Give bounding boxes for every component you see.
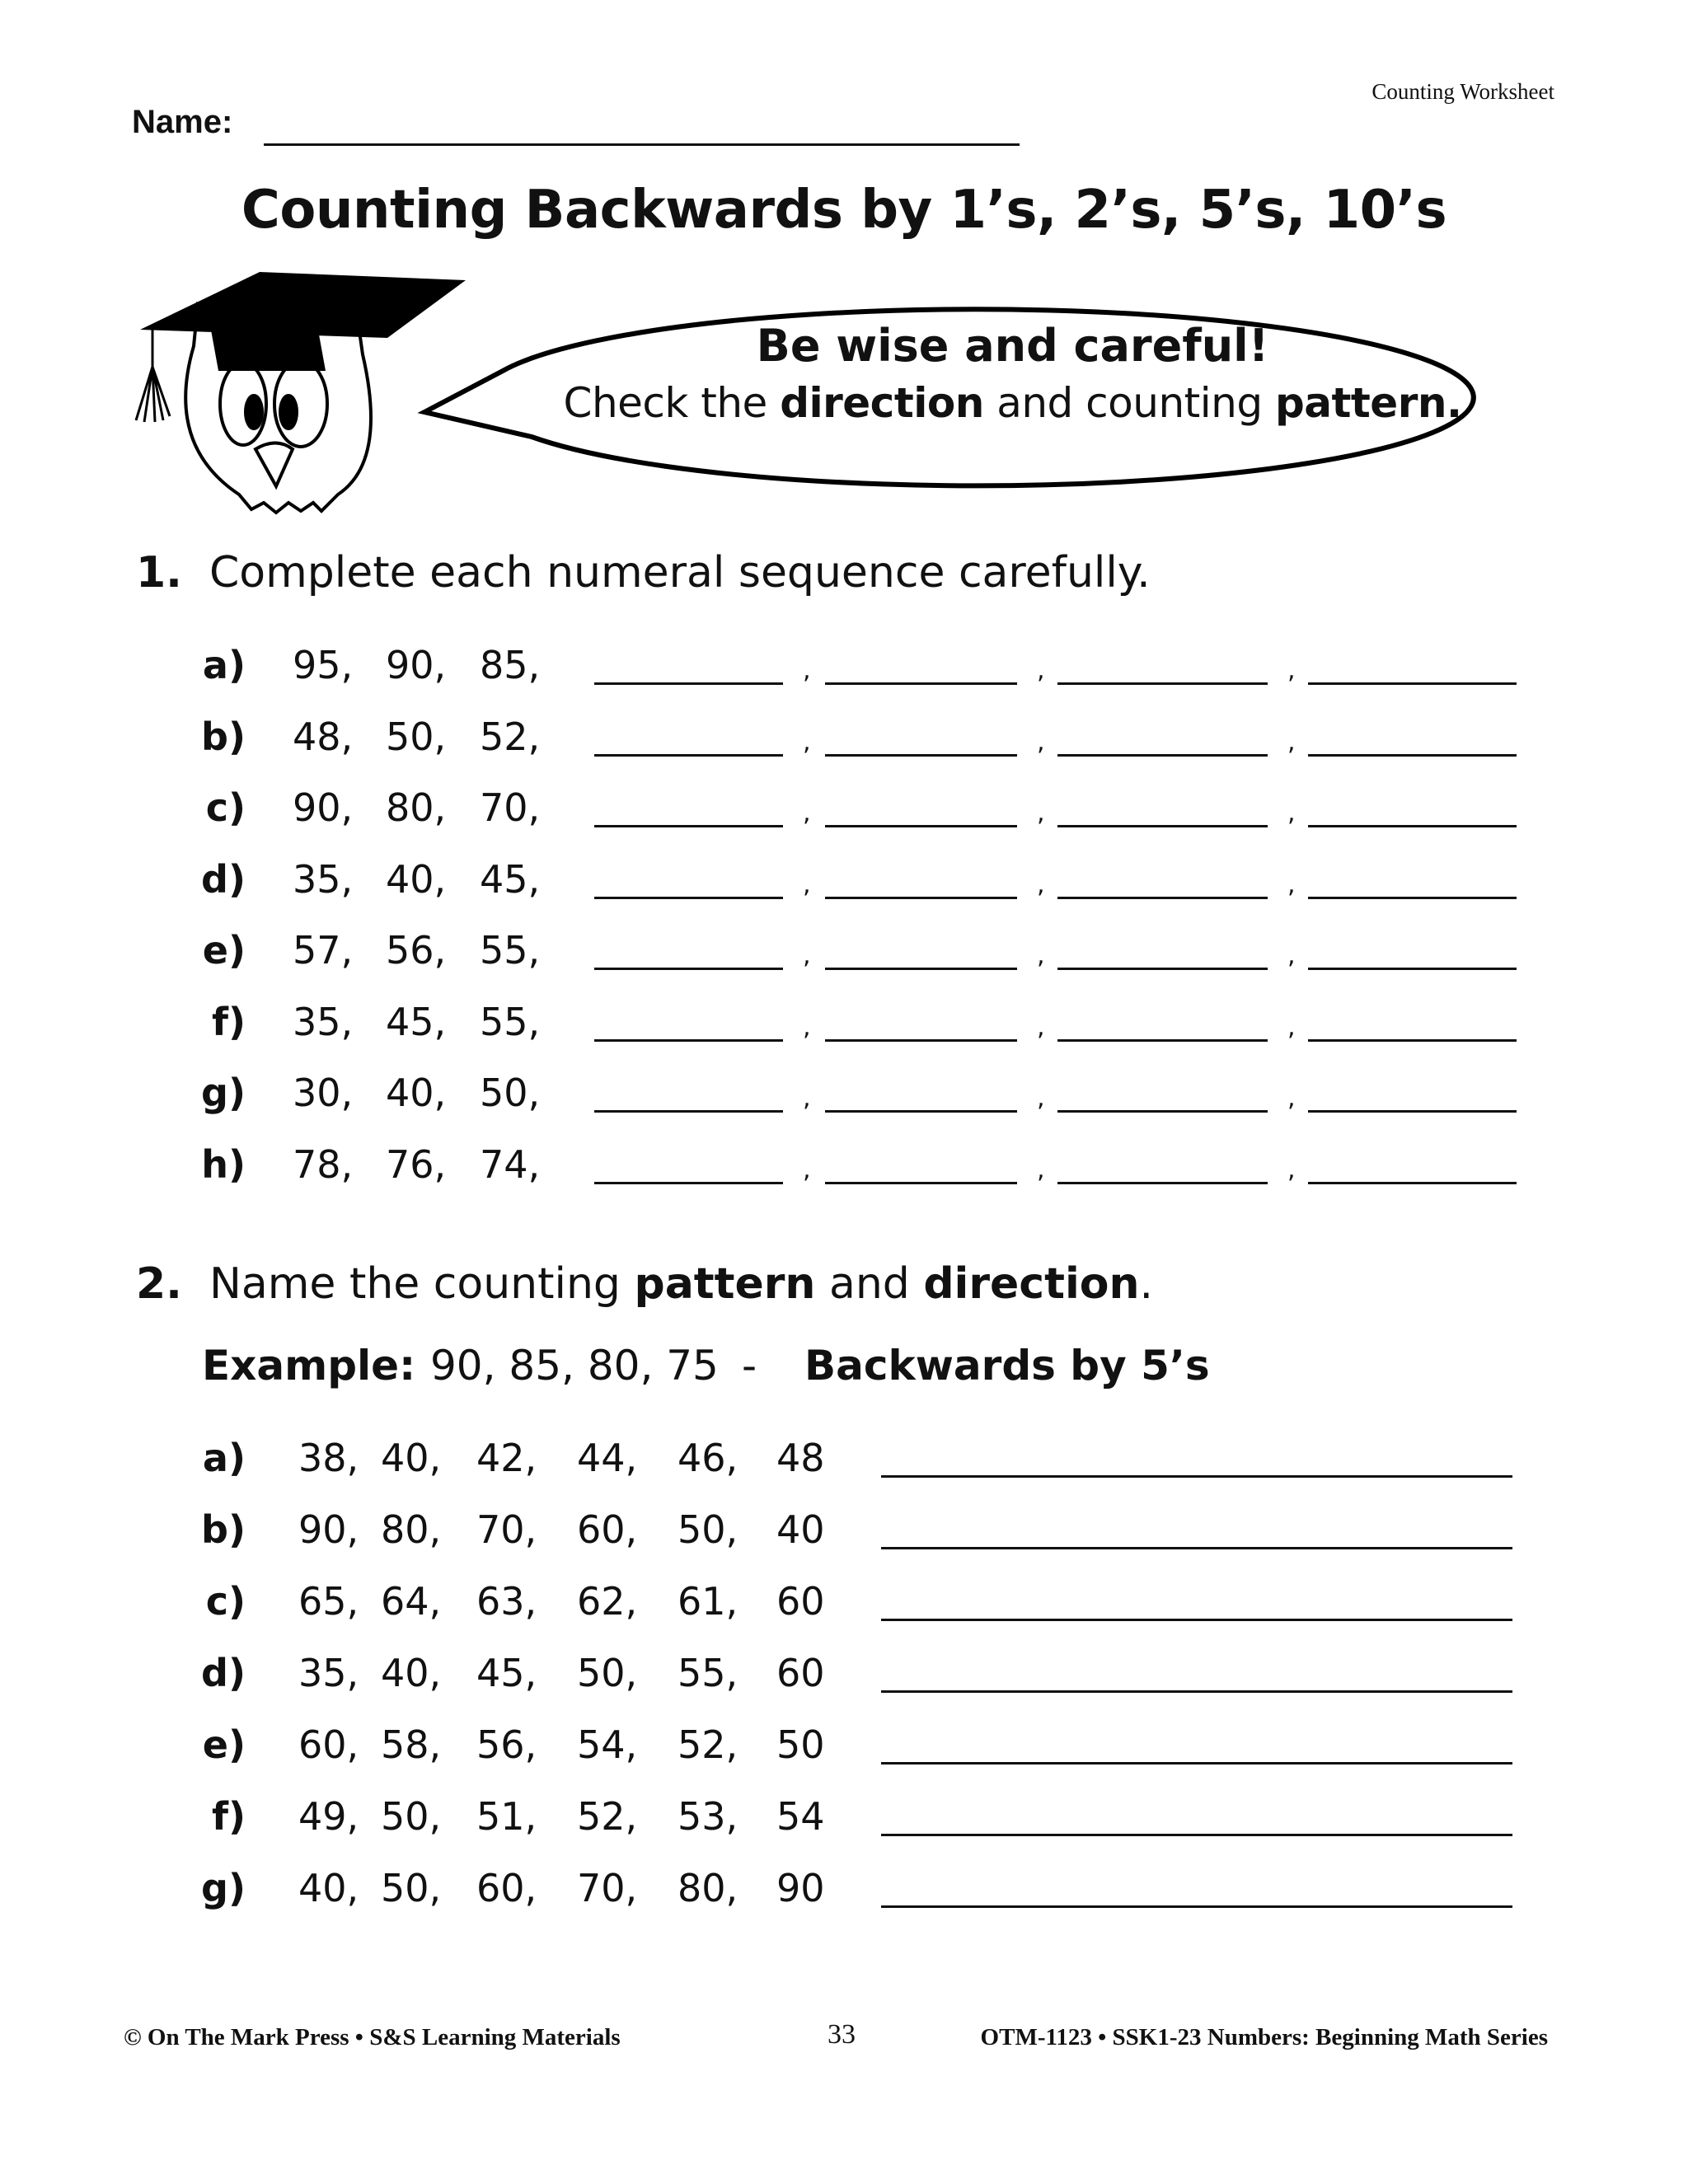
sequence-number: 80, [386, 785, 447, 830]
blank-separator: , [1037, 799, 1045, 827]
sequence-number: 74, [480, 1141, 541, 1187]
example-sequence: 90, 85, 80, 75 [430, 1342, 719, 1390]
answer-blank[interactable] [825, 928, 1017, 970]
sequence-number: 78, [293, 1141, 354, 1187]
answer-blank[interactable] [594, 785, 783, 827]
row-label: a) [202, 643, 246, 687]
sequence-number: 38, [298, 1436, 359, 1480]
sequence-number: 70, [476, 1507, 537, 1552]
row-label: b) [201, 1507, 246, 1552]
answer-blank[interactable] [594, 857, 783, 899]
answer-blank[interactable] [594, 715, 783, 757]
blank-separator: , [1037, 1012, 1045, 1042]
sequence-number: 85, [480, 643, 541, 687]
sequence-number: 50, [386, 714, 447, 759]
answer-blank[interactable] [1057, 1142, 1268, 1184]
sequence-number: 52, [678, 1722, 738, 1767]
row-label: h) [201, 1141, 246, 1187]
pattern-row [0, 1866, 1688, 1924]
answer-blank[interactable] [825, 715, 1017, 757]
question-1-prompt [136, 548, 1151, 598]
pattern-row [0, 1436, 1688, 1493]
sequence-number: 46, [678, 1436, 738, 1480]
sequence-row [0, 857, 1688, 915]
sequence-number: 50, [577, 1651, 638, 1695]
blank-separator: , [803, 727, 811, 757]
blank-separator: , [1037, 869, 1045, 899]
blank-separator: , [1037, 1084, 1045, 1113]
blank-separator: , [803, 799, 811, 827]
answer-blank[interactable] [594, 1142, 783, 1184]
sequence-number: 35, [293, 999, 354, 1044]
answer-blank[interactable] [825, 1000, 1017, 1042]
sequence-number: 57, [293, 928, 354, 972]
answer-blank[interactable] [594, 643, 783, 685]
sequence-number: 50, [480, 1071, 541, 1115]
row-label: d) [201, 856, 246, 902]
bubble-instruction [515, 379, 1510, 427]
sequence-number: 53, [678, 1794, 738, 1839]
page-title: Counting Backwards by 1’s, 2’s, 5’s, 10’s [241, 180, 1447, 241]
sequence-number: 50 [776, 1722, 825, 1767]
sequence-number: 64, [381, 1579, 442, 1624]
answer-blank[interactable] [1057, 643, 1268, 685]
blank-separator: , [803, 656, 811, 685]
row-label: d) [201, 1651, 246, 1695]
pattern-row [0, 1651, 1688, 1708]
answer-line[interactable] [881, 1866, 1512, 1908]
sequence-number: 49, [298, 1794, 359, 1839]
blank-separator: , [1287, 869, 1296, 899]
sequence-number: 90 [776, 1866, 825, 1910]
row-label: e) [202, 1722, 246, 1767]
sequence-number: 51, [476, 1794, 537, 1839]
sequence-number: 48 [776, 1436, 825, 1480]
answer-blank[interactable] [1308, 857, 1517, 899]
example-dash: - [742, 1342, 757, 1390]
bubble-heading: Be wise and careful! [756, 320, 1269, 372]
row-label: f) [211, 1794, 246, 1839]
blank-separator: , [803, 1084, 811, 1113]
sequence-number: 40, [381, 1651, 442, 1695]
question-text: Complete each numeral sequence carefully. [209, 548, 1151, 598]
example-label: Example: [202, 1342, 416, 1390]
bubble-bold-direction: direction [780, 379, 984, 427]
answer-blank[interactable] [825, 785, 1017, 827]
sequence-row [0, 715, 1688, 772]
pattern-row [0, 1794, 1688, 1852]
sequence-number: 90, [386, 643, 447, 687]
answer-blank[interactable] [825, 643, 1017, 685]
sequence-number: 63, [476, 1579, 537, 1624]
answer-blank[interactable] [825, 857, 1017, 899]
answer-blank[interactable] [825, 1071, 1017, 1113]
page-number: 33 [828, 2019, 856, 2050]
answer-blank[interactable] [1057, 857, 1268, 899]
sequence-number: 52, [480, 714, 541, 759]
sequence-number: 45, [480, 856, 541, 902]
bubble-period: . [1446, 379, 1462, 427]
question-text: Name the counting [209, 1259, 635, 1309]
name-field[interactable] [264, 143, 1020, 146]
question-number: 1. [136, 548, 182, 598]
sequence-number: 56, [386, 928, 447, 972]
sequence-number: 40, [386, 856, 447, 902]
blank-separator: , [1287, 941, 1296, 970]
sequence-number: 40, [381, 1436, 442, 1480]
blank-separator: , [1287, 656, 1296, 685]
answer-blank[interactable] [1308, 1071, 1517, 1113]
blank-separator: , [1287, 727, 1296, 757]
row-label: a) [202, 1436, 246, 1480]
answer-blank[interactable] [1057, 715, 1268, 757]
sequence-number: 95, [293, 643, 354, 687]
sequence-number: 50, [381, 1866, 442, 1910]
sequence-row [0, 1000, 1688, 1057]
question-bold: pattern [634, 1259, 816, 1309]
blank-separator: , [803, 1012, 811, 1042]
answer-blank[interactable] [1308, 715, 1517, 757]
answer-blank[interactable] [1308, 785, 1517, 827]
answer-blank[interactable] [1057, 928, 1268, 970]
sequence-number: 90, [298, 1507, 359, 1552]
sequence-number: 35, [293, 856, 354, 902]
answer-line[interactable] [881, 1651, 1512, 1693]
bubble-text: Check the [563, 379, 781, 427]
answer-blank[interactable] [594, 1071, 783, 1113]
sequence-number: 40 [776, 1507, 825, 1552]
sequence-row [0, 1142, 1688, 1200]
sequence-number: 60 [776, 1579, 825, 1624]
row-label: g) [201, 1071, 246, 1115]
blank-separator: , [803, 869, 811, 899]
sequence-number: 45, [476, 1651, 537, 1695]
sequence-number: 70, [480, 785, 541, 830]
row-label: e) [202, 928, 246, 972]
sequence-number: 55, [480, 999, 541, 1044]
row-label: c) [205, 785, 246, 830]
question-text: and [815, 1259, 924, 1309]
question-2-prompt [136, 1259, 1153, 1309]
answer-blank[interactable] [1308, 1142, 1517, 1184]
question-bold: direction [923, 1259, 1140, 1309]
answer-blank[interactable] [1308, 643, 1517, 685]
sequence-number: 70, [577, 1866, 638, 1910]
answer-blank[interactable] [1308, 1000, 1517, 1042]
sequence-number: 55, [678, 1651, 738, 1695]
footer-series: OTM-1123 • SSK1-23 Numbers: Beginning Math Series [980, 2024, 1548, 2050]
answer-blank[interactable] [1308, 928, 1517, 970]
sequence-number: 76, [386, 1141, 447, 1187]
answer-blank[interactable] [1057, 1071, 1268, 1113]
answer-blank[interactable] [1057, 785, 1268, 827]
sequence-number: 42, [476, 1436, 537, 1480]
answer-blank[interactable] [825, 1142, 1017, 1184]
sequence-number: 40, [298, 1866, 359, 1910]
sequence-number: 55, [480, 928, 541, 972]
sequence-number: 50, [678, 1507, 738, 1552]
blank-separator: , [1287, 1084, 1296, 1113]
blank-separator: , [1037, 941, 1045, 970]
sequence-row [0, 1071, 1688, 1128]
bubble-bold-pattern: pattern [1274, 379, 1447, 427]
sequence-row [0, 928, 1688, 986]
answer-blank[interactable] [594, 1000, 783, 1042]
answer-line[interactable] [881, 1579, 1512, 1621]
question-text: . [1139, 1259, 1154, 1309]
sequence-number: 60, [476, 1866, 537, 1910]
sequence-number: 54, [577, 1722, 638, 1767]
blank-separator: , [1287, 1012, 1296, 1042]
pattern-row [0, 1507, 1688, 1565]
row-label: c) [205, 1579, 246, 1624]
sequence-number: 40, [386, 1071, 447, 1115]
blank-separator: , [803, 1155, 811, 1184]
row-label: f) [211, 999, 246, 1044]
answer-blank[interactable] [1057, 1000, 1268, 1042]
answer-line[interactable] [881, 1722, 1512, 1765]
blank-separator: , [1037, 1155, 1045, 1184]
blank-separator: , [1287, 1155, 1296, 1184]
answer-line[interactable] [881, 1507, 1512, 1549]
sequence-number: 90, [293, 785, 354, 830]
sequence-number: 30, [293, 1071, 354, 1115]
sequence-row [0, 643, 1688, 701]
sequence-number: 50, [381, 1794, 442, 1839]
sequence-number: 58, [381, 1722, 442, 1767]
worksheet-header: Counting Worksheet [1372, 79, 1554, 104]
sequence-number: 60, [577, 1507, 638, 1552]
sequence-number: 54 [776, 1794, 825, 1839]
pattern-row [0, 1579, 1688, 1637]
name-label: Name: [132, 104, 233, 140]
sequence-number: 62, [577, 1579, 638, 1624]
row-label: g) [201, 1866, 246, 1910]
sequence-number: 65, [298, 1579, 359, 1624]
sequence-number: 61, [678, 1579, 738, 1624]
sequence-number: 44, [577, 1436, 638, 1480]
sequence-number: 48, [293, 714, 354, 759]
sequence-number: 80, [678, 1866, 738, 1910]
blank-separator: , [1287, 799, 1296, 827]
bubble-text: and counting [983, 379, 1275, 427]
answer-line[interactable] [881, 1794, 1512, 1836]
sequence-number: 45, [386, 999, 447, 1044]
sequence-number: 52, [577, 1794, 638, 1839]
answer-line[interactable] [881, 1436, 1512, 1478]
answer-blank[interactable] [594, 928, 783, 970]
question-number: 2. [136, 1259, 182, 1309]
pattern-row [0, 1722, 1688, 1780]
sequence-number: 35, [298, 1651, 359, 1695]
footer-copyright: © On The Mark Press • S&S Learning Materials [124, 2024, 621, 2050]
sequence-row [0, 785, 1688, 843]
blank-separator: , [1037, 656, 1045, 685]
sequence-number: 80, [381, 1507, 442, 1552]
blank-separator: , [803, 941, 811, 970]
example-answer: Backwards by 5’s [804, 1342, 1210, 1390]
sequence-number: 56, [476, 1722, 537, 1767]
blank-separator: , [1037, 727, 1045, 757]
sequence-number: 60 [776, 1651, 825, 1695]
row-label: b) [201, 714, 246, 759]
sequence-number: 60, [298, 1722, 359, 1767]
